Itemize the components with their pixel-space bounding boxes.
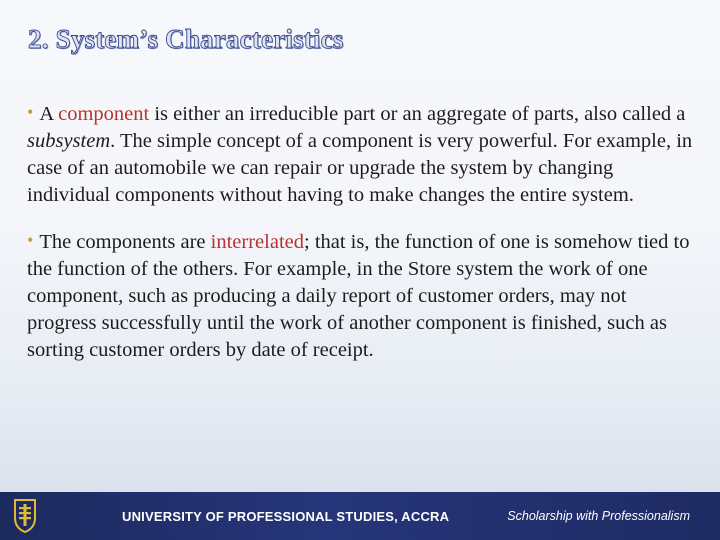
paragraph-interrelated — [27, 229, 699, 364]
bullet-dot-icon: • — [27, 230, 34, 250]
university-crest-icon — [10, 496, 40, 536]
bullet-dot-icon: • — [27, 102, 34, 122]
term-component: component — [58, 103, 150, 125]
paragraph1-pre: A — [39, 103, 59, 125]
university-motto: Scholarship with Professionalism — [507, 509, 690, 523]
slide-body — [27, 101, 699, 384]
paragraph1-post: . The simple concept of a component is very powerful. For example, in case of an automobile we can repair or upgrade the system by changing individual components without having to make changes the entire system. — [27, 130, 693, 206]
footer-bar — [0, 492, 720, 540]
paragraph1-mid: is either an irreducible part or an aggregate of parts, also called a — [149, 103, 686, 125]
term-subsystem: subsystem — [27, 130, 111, 152]
paragraph2-pre: The components are — [39, 231, 211, 253]
paragraph2-post: ; that is, the function of one is somehow tied to the function of the others. For example, in the Store system the work of one component, such as producing a daily report of customer orders, may not progress successfully until the work of another component is finished, such as sorting customer orders by date of receipt. — [27, 231, 690, 361]
paragraph-component — [27, 101, 699, 209]
university-name: UNIVERSITY OF PROFESSIONAL STUDIES, ACCRA — [122, 508, 450, 524]
term-interrelated: interrelated — [210, 231, 304, 253]
slide-title: 2. System’s Characteristics — [28, 24, 344, 54]
